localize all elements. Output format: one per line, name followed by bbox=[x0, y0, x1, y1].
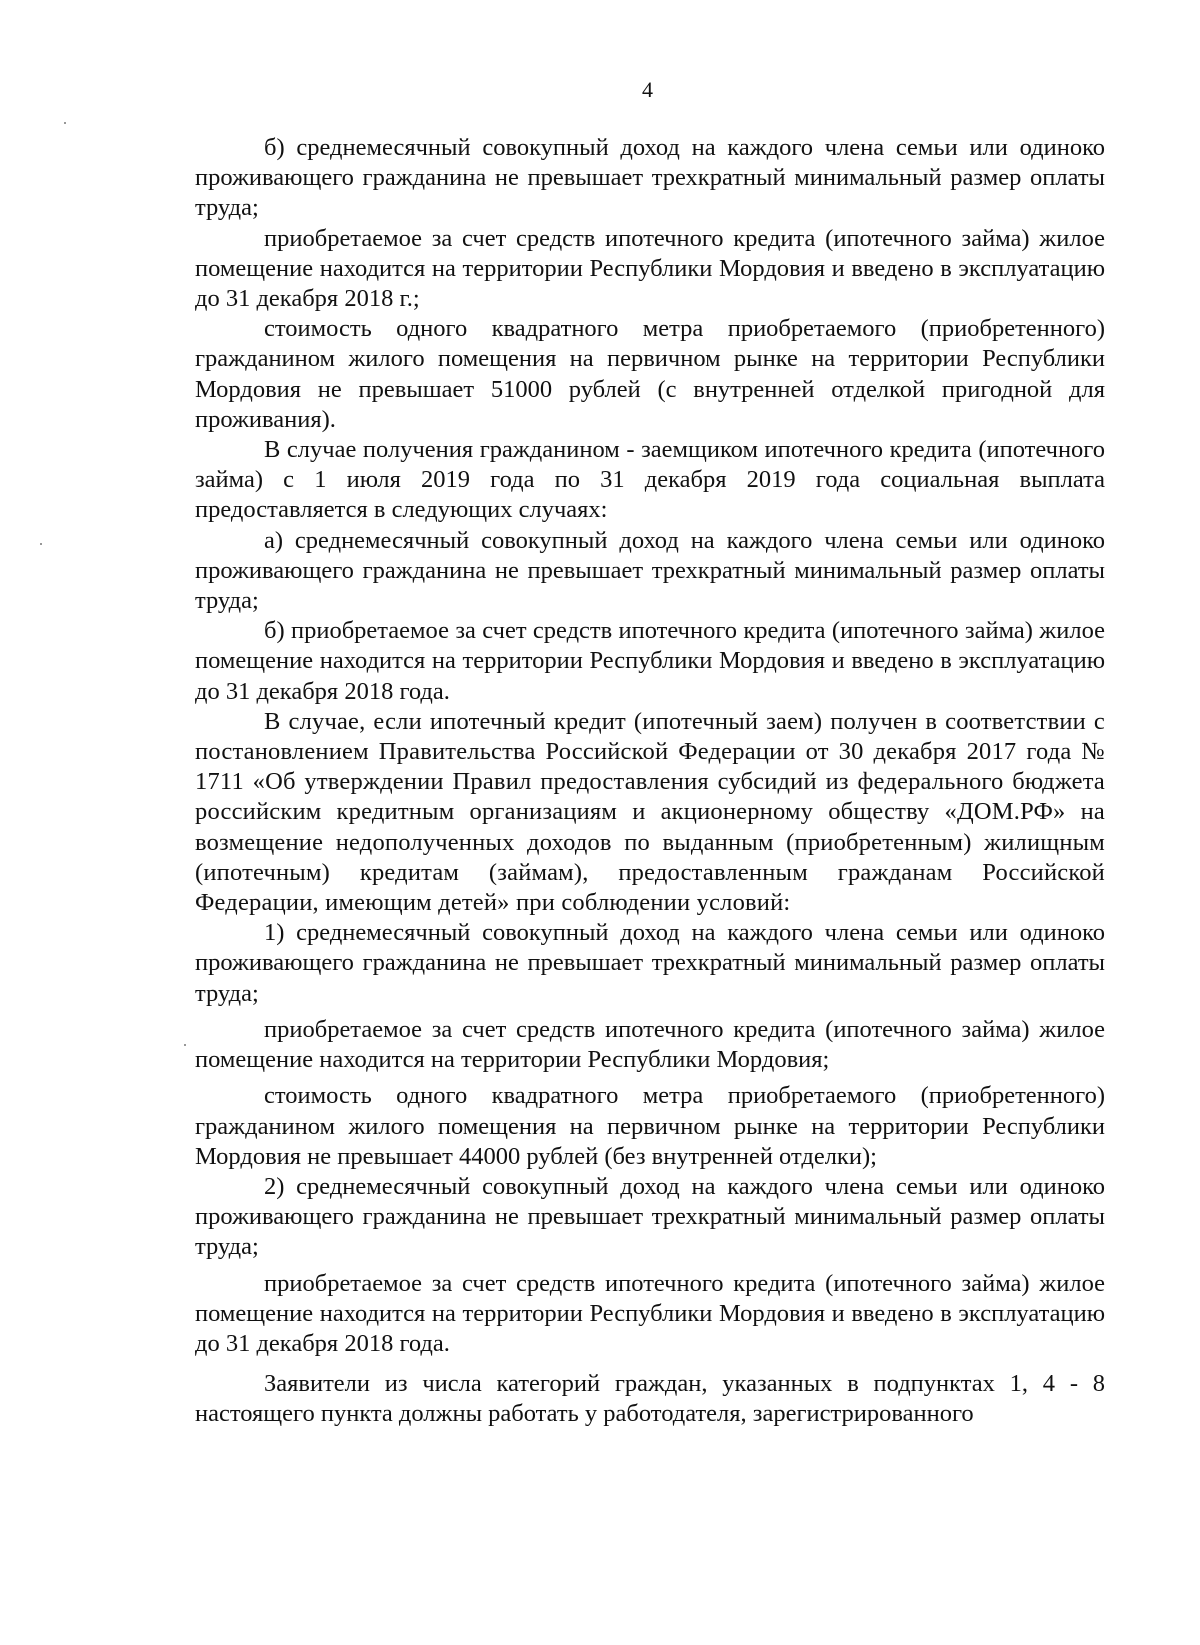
paragraph-condition-2-location: приобретаемое за счет средств ипотечного кредита (ипотечного займа) жилое помещение находится на территории Республики Мордовия и введено в эксплуатацию до 31 декабря 2018 года. bbox=[195, 1269, 1105, 1357]
scan-speck bbox=[184, 1044, 186, 1046]
page-number: 4 bbox=[642, 77, 653, 102]
document-body bbox=[195, 133, 1105, 1430]
paragraph-condition-2-income: 2) среднемесячный совокупный доход на каждого члена семьи или одиноко проживающего гражданина не превышает трехкратный минимальный размер оплаты труда; bbox=[195, 1172, 1105, 1261]
scan-speck bbox=[40, 543, 42, 545]
paragraph-applicants: Заявители из числа категорий граждан, указанных в подпунктах 1, 4 - 8 настоящего пункта должны работать у работодателя, зарегистрированного bbox=[195, 1370, 1105, 1428]
paragraph-condition-1-income: 1) среднемесячный совокупный доход на каждого члена семьи или одиноко проживающего гражданина не превышает трехкратный минимальный размер оплаты труда; bbox=[195, 919, 1105, 1007]
paragraph-condition-1-location: приобретаемое за счет средств ипотечного кредита (ипотечного займа) жилое помещение находится на территории Республики Мордовия; bbox=[195, 1015, 1105, 1074]
paragraph-price-44000: стоимость одного квадратного метра приобретаемого (приобретенного) гражданином жилого помещения на первичном рынке на территории Республики Мордовия не превышает 44000 рублей (без внутренней отделки); bbox=[195, 1082, 1105, 1170]
paragraph-location-2018: приобретаемое за счет средств ипотечного кредита (ипотечного займа) жилое помещение находится на территории Республики Мордовия и введено в эксплуатацию до 31 декабря 2018 г.; bbox=[195, 224, 1105, 313]
paragraph-loan-2019: В случае получения гражданином - заемщиком ипотечного кредита (ипотечного займа) с 1 июля 2019 года по 31 декабря 2019 года социальная выплата предоставляется в следующих случаях: bbox=[195, 436, 1105, 524]
scan-speck bbox=[64, 122, 66, 124]
paragraph-decree-1711: В случае, если ипотечный кредит (ипотечный заем) получен в соответствии с постановлением Правительства Российской Федерации от 30 декабря 2017 года № 1711 «Об утверждении Правил предоставления субсидий из федерального бюджета российским кредитным организациям и акционерному обществу «ДОМ.РФ» на возмещение недополученных доходов по выданным (приобретенным) жилищным (ипотечным) кредитам (займам), предоставленным гражданам Российской Федерации, имеющим детей» при соблюдении условий: bbox=[195, 707, 1105, 917]
paragraph-income-b: б) среднемесячный совокупный доход на каждого члена семьи или одиноко проживающего гражданина не превышает трехкратный минимальный размер оплаты труда; bbox=[195, 134, 1105, 222]
paragraph-location-b: б) приобретаемое за счет средств ипотечного кредита (ипотечного займа) жилое помещение находится на территории Республики Мордовия и введено в эксплуатацию до 31 декабря 2018 года. bbox=[195, 617, 1105, 705]
paragraph-price-51000: стоимость одного квадратного метра приобретаемого (приобретенного) гражданином жилого помещения на первичном рынке на территории Республики Мордовия не превышает 51000 рублей (с внутренней отделкой пригодной для проживания). bbox=[195, 315, 1105, 433]
paragraph-income-a: а) среднемесячный совокупный доход на каждого члена семьи или одиноко проживающего гражданина не превышает трехкратный минимальный размер оплаты труда; bbox=[195, 526, 1105, 615]
